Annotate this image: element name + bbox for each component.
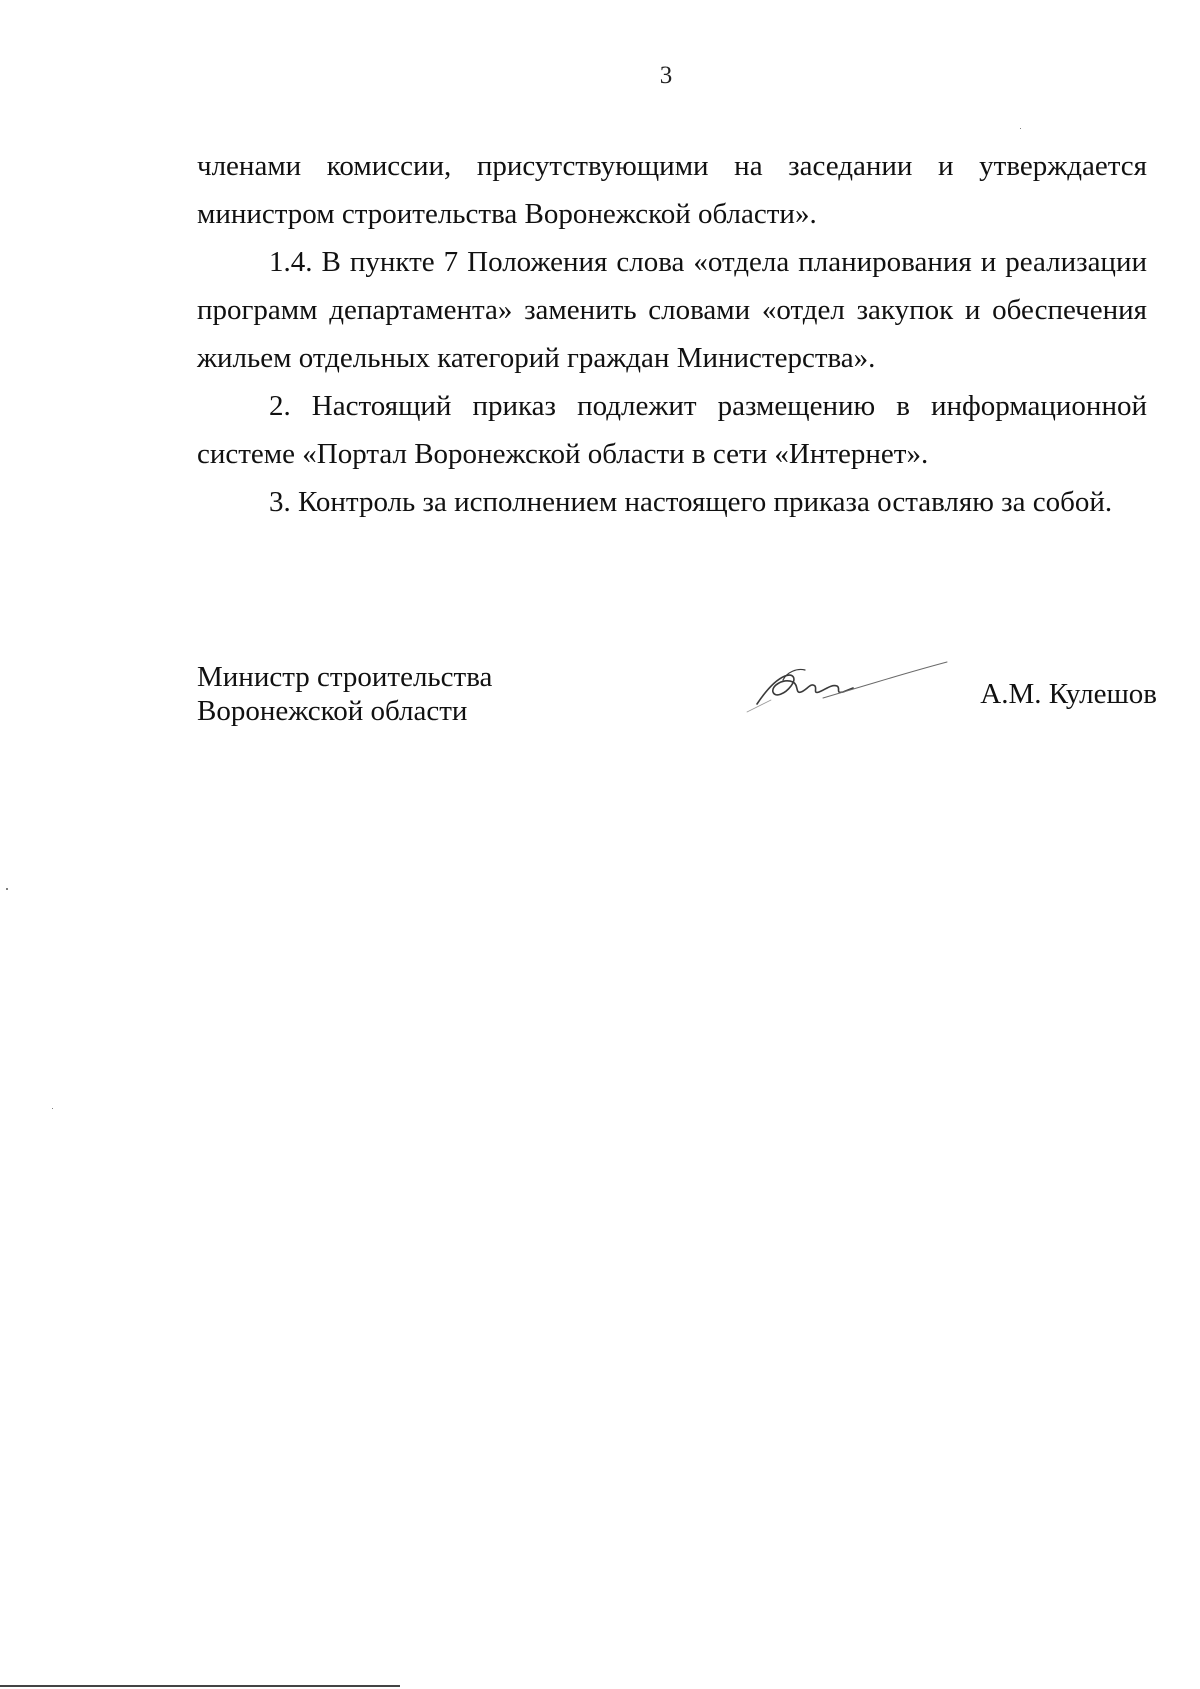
signer-title [197, 660, 492, 728]
scan-speck [1020, 128, 1021, 129]
signer-title-line-2: Воронежской области [197, 695, 468, 727]
page-number: 3 [659, 62, 673, 89]
handwritten-signature [727, 642, 967, 722]
signer-title-line-1: Министр строительства [197, 661, 493, 693]
scan-speck [52, 1108, 53, 1109]
scan-speck [6, 888, 8, 890]
paragraph-continuation: членами комиссии, присутствующими на заседании и утверждается министром строительства Воронежской области». [197, 150, 1147, 230]
paragraph-item-2: 2. Настоящий приказ подлежит размещению в информационной системе «Портал Воронежской области в сети «Интернет». [197, 390, 1147, 470]
signer-name: А.М. Кулешов [980, 678, 1157, 710]
scan-edge-line [0, 1685, 400, 1687]
document-body [197, 142, 1147, 526]
paragraph-item-1-4: 1.4. В пункте 7 Положения слова «отдела планирования и реализации программ департамента» заменить словами «отдел закупок и обеспечения жильем отдельных категорий граждан Министерства». [197, 246, 1147, 374]
paragraph-item-3: 3. Контроль за исполнением настоящего приказа оставляю за собой. [269, 486, 1113, 518]
signature-block [197, 660, 1157, 750]
